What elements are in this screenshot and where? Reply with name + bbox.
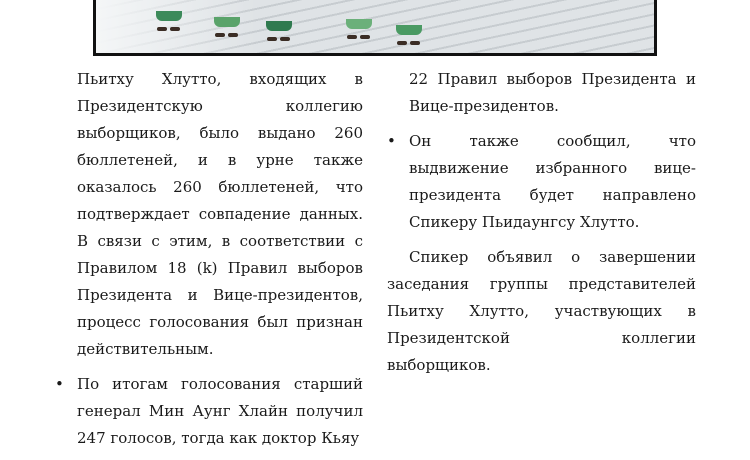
photo-figure-foot <box>397 41 407 45</box>
photo-figure-foot <box>267 37 277 41</box>
photo-figure-robe <box>266 21 292 31</box>
photo-figure-foot <box>360 35 370 39</box>
news-photo <box>93 0 657 56</box>
left-bullet-text: По итогам голосования старший генерал Мин Аунг Хлайн получил 247 голосов, тогда как доктор Кьяу <box>77 375 363 447</box>
photo-figure-robe <box>346 19 372 29</box>
bullet-icon: • <box>55 375 64 393</box>
right-column <box>387 66 696 379</box>
photo-figure <box>156 11 182 33</box>
photo-figure <box>214 17 240 39</box>
photo-figure-foot <box>215 33 225 37</box>
photo-figure-robe <box>214 17 240 27</box>
photo-figure-robe <box>156 11 182 21</box>
photo-figure-foot <box>228 33 238 37</box>
photo-figure-foot <box>170 27 180 31</box>
right-bullet-text: Он также сообщил, что выдвижение избранного вице-президента будет направлено Спикеру Пьидаунгсу Хлутто. <box>409 132 696 231</box>
photo-figure <box>266 21 292 43</box>
photo-figure <box>396 25 422 47</box>
left-bullet-item <box>55 371 363 452</box>
photo-figure-foot <box>157 27 167 31</box>
right-bullet-item <box>387 128 696 236</box>
photo-figure <box>346 19 372 41</box>
photo-figure-robe <box>396 25 422 35</box>
left-column <box>55 66 363 452</box>
photo-figure-foot <box>410 41 420 45</box>
right-paragraph: Спикер объявил о завершении заседания группы представителей Пьитху Хлутто, участвующих в Президентской коллегии выборщиков. <box>387 248 696 374</box>
right-continuation-text: 22 Правил выборов Президента и Вице-президентов. <box>409 70 696 115</box>
photo-figure-foot <box>280 37 290 41</box>
left-paragraph: Пьитху Хлутто, входящих в Президентскую коллегию выборщиков, было выдано 260 бюллетеней, и в урне также оказалось 260 бюллетеней, что подтверждает совпадение данных. В связи с этим, в соответствии с Правилом 18 (k) Правил выборов Президента и Вице-президентов, процесс голосования был признан действительным. <box>77 70 363 358</box>
bullet-icon: • <box>387 132 396 150</box>
photo-figure-foot <box>347 35 357 39</box>
